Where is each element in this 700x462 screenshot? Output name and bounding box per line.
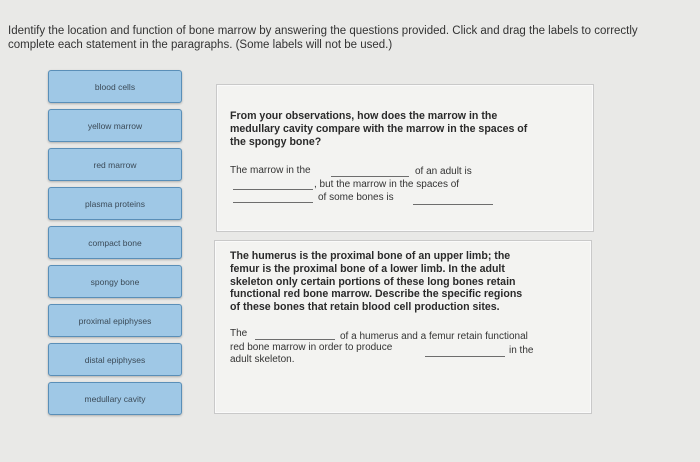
question-2-prompt-line-1: The humerus is the proximal bone of an upper limb; the xyxy=(230,250,511,262)
question-2-drop-zone-2[interactable] xyxy=(425,356,505,357)
label-medullary-cavity[interactable]: medullary cavity xyxy=(48,382,182,415)
label-compact-bone[interactable]: compact bone xyxy=(48,226,182,259)
question-1-prompt xyxy=(230,110,527,148)
question-2-answer-text-5: adult skeleton. xyxy=(230,354,295,365)
instructions xyxy=(8,24,698,52)
question-1-answer-text-2: of an adult is xyxy=(415,166,472,177)
question-1-prompt-line-1: From your observations, how does the marrow in the xyxy=(230,110,498,122)
instructions-line-1: Identify the location and function of bone marrow by answering the questions provided. Click and drag the labels to correctly xyxy=(8,25,638,37)
label-distal-epiphyses[interactable]: distal epiphyses xyxy=(48,343,182,376)
question-2-prompt-line-5: of these bones that retain blood cell production sites. xyxy=(230,301,500,314)
question-2-box xyxy=(214,240,592,414)
question-1-drop-zone-4[interactable] xyxy=(413,204,493,205)
label-blood-cells[interactable]: blood cells xyxy=(48,70,182,103)
question-1-drop-zone-3[interactable] xyxy=(233,202,313,203)
question-1-prompt-line-3: the spongy bone? xyxy=(230,135,322,148)
label-proximal-epiphyses[interactable]: proximal epiphyses xyxy=(48,304,182,337)
question-1-answer-text-1: The marrow in the xyxy=(230,165,311,176)
label-yellow-marrow[interactable]: yellow marrow xyxy=(48,109,182,142)
question-1-drop-zone-1[interactable] xyxy=(331,176,409,177)
question-2-answer-text-3: red bone marrow in order to produce xyxy=(230,342,393,353)
label-plasma-proteins[interactable]: plasma proteins xyxy=(48,187,182,220)
question-1-prompt-line-2: medullary cavity compare with the marrow in the spaces of xyxy=(230,122,528,135)
label-red-marrow[interactable]: red marrow xyxy=(48,148,182,181)
question-2-answer-text-4: in the xyxy=(509,345,534,356)
question-2-prompt-line-3: skeleton only certain portions of these long bones retain xyxy=(230,275,516,288)
question-1-answer-text-4: of some bones is xyxy=(318,192,394,203)
question-1-answer-text-3: , but the marrow in the spaces of xyxy=(314,179,460,190)
question-2-answer-text-2: of a humerus and a femur retain functional xyxy=(340,331,528,342)
question-2-prompt-line-4: functional red bone marrow. Describe the specific regions xyxy=(230,288,523,301)
question-1-box xyxy=(216,84,594,232)
label-spongy-bone[interactable]: spongy bone xyxy=(48,265,182,298)
instructions-line-2: complete each statement in the paragraphs. (Some labels will not be used.) xyxy=(8,39,393,51)
question-2-prompt-line-2: femur is the proximal bone of a lower limb. In the adult xyxy=(230,262,505,275)
question-2-answer-text-1: The xyxy=(230,328,248,339)
question-2-drop-zone-1[interactable] xyxy=(255,339,335,340)
question-2-prompt xyxy=(230,250,522,314)
question-1-drop-zone-2[interactable] xyxy=(233,189,313,190)
